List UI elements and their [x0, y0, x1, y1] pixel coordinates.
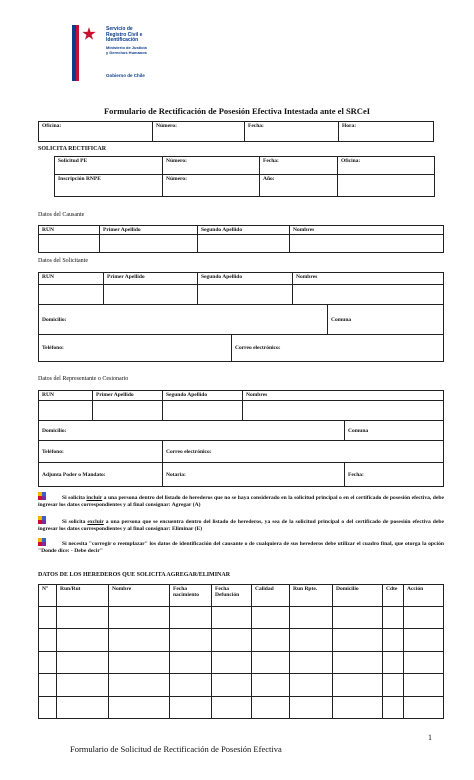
solicita-table: [54, 156, 435, 197]
table-row: [39, 629, 444, 651]
representante-table: [38, 390, 444, 487]
oficina-field[interactable]: Oficina:: [39, 122, 153, 142]
heredero-cell-input[interactable]: [212, 651, 252, 673]
heredero-cell-input[interactable]: [383, 674, 404, 696]
heredero-cell-input[interactable]: [383, 651, 404, 673]
heredero-cell-input[interactable]: [252, 674, 290, 696]
heredero-cell-input[interactable]: [252, 651, 290, 673]
heredero-cell-input[interactable]: [109, 629, 170, 651]
solicitante-segundo-apellido-input[interactable]: [198, 285, 293, 305]
representante-correo-field[interactable]: Correo electrónico:: [163, 441, 444, 463]
heredero-cell-input[interactable]: [57, 607, 109, 629]
heredero-cell-input[interactable]: [109, 651, 170, 673]
solicitante-table: [38, 272, 444, 362]
solicita-numero-field[interactable]: Número:: [163, 157, 260, 175]
representante-domicilio-field[interactable]: Domicilio:: [39, 421, 345, 441]
logo-line: Servicio de: [106, 26, 133, 32]
adjunta-poder-field[interactable]: Adjunta Poder o Mandato:: [39, 463, 163, 487]
representante-nombres-input[interactable]: [243, 401, 444, 421]
col-segundo-apellido: Segundo Apellido: [163, 391, 243, 401]
heredero-cell-input[interactable]: [383, 696, 404, 718]
solicitante-telefono-field[interactable]: Teléfono:: [39, 335, 232, 362]
heredero-cell-input[interactable]: [383, 607, 404, 629]
page-title: Formulario de Rectificación de Posesión Efectiva Intestada ante el SRCeI: [103, 106, 371, 116]
heredero-cell-input[interactable]: [252, 629, 290, 651]
heredero-cell-input[interactable]: [404, 651, 444, 673]
heredero-cell-input[interactable]: [170, 674, 212, 696]
solicitante-comuna-field[interactable]: Comuna: [328, 305, 444, 335]
heredero-cell-input[interactable]: [252, 696, 290, 718]
causante-table: [38, 225, 444, 253]
representante-heading: Datos del Representante o Cesionario: [38, 376, 129, 382]
causante-nombres-input[interactable]: [290, 235, 444, 253]
heredero-cell-input[interactable]: [290, 629, 333, 651]
solicitante-nombres-input[interactable]: [293, 285, 444, 305]
heredero-cell-input[interactable]: [333, 629, 383, 651]
solicitante-run-input[interactable]: [39, 285, 104, 305]
heredero-cell-input[interactable]: [39, 607, 57, 629]
heredero-cell-input[interactable]: [290, 674, 333, 696]
rnpe-empty-cell[interactable]: [338, 175, 435, 197]
heredero-cell-input[interactable]: [404, 607, 444, 629]
heredero-cell-input[interactable]: [39, 651, 57, 673]
solicitante-domicilio-field[interactable]: Domicilio:: [39, 305, 328, 335]
hora-field[interactable]: Hora:: [339, 122, 434, 142]
heredero-cell-input[interactable]: [170, 607, 212, 629]
representante-primer-apellido-input[interactable]: [93, 401, 163, 421]
table-row: [39, 696, 444, 718]
solicitud-pe-label: Solicitud PE: [55, 157, 163, 175]
heredero-cell-input[interactable]: [170, 696, 212, 718]
numero-field[interactable]: Número:: [153, 122, 245, 142]
heredero-cell-input[interactable]: [170, 629, 212, 651]
bullet-icon: [38, 538, 46, 546]
heredero-cell-input[interactable]: [57, 629, 109, 651]
table-row: [39, 674, 444, 696]
star-icon: [82, 27, 96, 41]
heredero-cell-input[interactable]: [109, 696, 170, 718]
causante-run-input[interactable]: [39, 235, 100, 253]
registro-civil-logo: [72, 25, 152, 83]
page-number: 1: [428, 733, 432, 742]
col-primer-apellido: Primer Apellido: [104, 273, 198, 285]
col-accion: Acción: [404, 585, 444, 607]
logo-line: Ministerio de Justicia: [106, 44, 147, 50]
fecha-field[interactable]: Fecha:: [245, 122, 339, 142]
solicitante-correo-field[interactable]: Correo electrónico:: [232, 335, 444, 362]
instruction-eliminar: Si solicita excluir a una persona que se encuentra dentro del listado de herederos, ya sea de la solicitud principal o del certificado de posesión efectiva debe ingresar los datos correspondientes y al final consignar: Eliminar (E): [38, 516, 444, 533]
solicitante-primer-apellido-input[interactable]: [104, 285, 198, 305]
heredero-cell-input[interactable]: [39, 629, 57, 651]
heredero-cell-input[interactable]: [404, 674, 444, 696]
solicitante-heading: Datos del Solicitante: [38, 258, 88, 264]
heredero-cell-input[interactable]: [252, 607, 290, 629]
heredero-cell-input[interactable]: [212, 607, 252, 629]
causante-primer-apellido-input[interactable]: [100, 235, 198, 253]
gobierno-label: Gobierno de Chile: [106, 73, 145, 78]
heredero-cell-input[interactable]: [39, 696, 57, 718]
heredero-cell-input[interactable]: [333, 651, 383, 673]
col-fecha-nacimiento: Fecha nacimiento: [170, 585, 212, 607]
heredero-cell-input[interactable]: [333, 696, 383, 718]
col-calidad: Calidad: [252, 585, 290, 607]
heredero-cell-input[interactable]: [109, 607, 170, 629]
representante-comuna-field[interactable]: Comuna: [345, 421, 444, 441]
rnpe-numero-field[interactable]: Número:: [163, 175, 260, 197]
col-segundo-apellido: Segundo Apellido: [198, 226, 290, 235]
solicita-fecha-field[interactable]: Fecha:: [260, 157, 338, 175]
table-row: [39, 651, 444, 673]
representante-telefono-field[interactable]: Teléfono:: [39, 441, 163, 463]
col-nombres: Nombres: [290, 226, 444, 235]
representante-fecha-field[interactable]: Fecha:: [345, 463, 444, 487]
footer-text: Formulario de Solicitud de Rectificación de Posesión Efectiva: [70, 744, 282, 754]
oficina-table: [38, 121, 434, 142]
heredero-cell-input[interactable]: [57, 674, 109, 696]
col-primer-apellido: Primer Apellido: [100, 226, 198, 235]
col-run-rpte: Run Rpte.: [290, 585, 333, 607]
col-run-rut: Run/Rut: [57, 585, 109, 607]
logo-line: Registro Civil e: [106, 31, 143, 38]
logo-line: y Derechos Humanos: [106, 49, 147, 55]
heredero-cell-input[interactable]: [333, 607, 383, 629]
bullet-icon: [38, 516, 46, 524]
heredero-cell-input[interactable]: [290, 607, 333, 629]
col-domicilio: Domicilio: [333, 585, 383, 607]
heredero-cell-input[interactable]: [170, 651, 212, 673]
bullet-icon: [38, 492, 46, 500]
representante-segundo-apellido-input[interactable]: [163, 401, 243, 421]
heredero-cell-input[interactable]: [57, 651, 109, 673]
table-row: [39, 607, 444, 629]
inscripcion-rnpe-label: Inscripción RNPE: [55, 175, 163, 197]
instruction-agregar: Si solicita incluir a una persona dentro del listado de herederos que no se haya considerado en la solicitud principal o en el certificado de posesión efectiva, debe ingresar los datos correspondientes y al final consignar: Agregar (A): [38, 492, 444, 509]
col-run: RUN: [39, 226, 100, 235]
instruction-corregir: Si necesita "corregir o reemplazar" los datos de identificación del causante o de cualquiera de sus herederos debe utilizar el cuadro final, que otorga la opción "Donde dice: - Debe decir": [38, 538, 444, 555]
heredero-cell-input[interactable]: [333, 674, 383, 696]
col-segundo-apellido: Segundo Apellido: [198, 273, 293, 285]
heredero-cell-input[interactable]: [383, 629, 404, 651]
heredero-cell-input[interactable]: [109, 674, 170, 696]
col-nombres: Nombres: [243, 391, 444, 401]
col-nombre: Nombre: [109, 585, 170, 607]
causante-heading: Datos del Causante: [38, 212, 85, 218]
heredero-cell-input[interactable]: [290, 696, 333, 718]
solicita-heading: SOLICITA RECTIFICAR: [38, 146, 107, 152]
herederos-heading: DATOS DE LOS HEREDEROS QUE SOLICITA AGREGAR/ELIMINAR: [38, 572, 231, 578]
col-run: RUN: [39, 391, 93, 401]
representante-run-input[interactable]: [39, 401, 93, 421]
solicita-oficina-field[interactable]: Oficina:: [338, 157, 435, 175]
col-nombres: Nombres: [293, 273, 444, 285]
rnpe-anio-field[interactable]: Año:: [260, 175, 338, 197]
col-run: RUN: [39, 273, 104, 285]
heredero-cell-input[interactable]: [39, 674, 57, 696]
notaria-field[interactable]: Notaria:: [163, 463, 345, 487]
col-cdte: Cdte: [383, 585, 404, 607]
heredero-cell-input[interactable]: [212, 629, 252, 651]
heredero-cell-input[interactable]: [212, 674, 252, 696]
heredero-cell-input[interactable]: [404, 629, 444, 651]
col-primer-apellido: Primer Apellido: [93, 391, 163, 401]
col-fecha-defuncion: Fecha Defunción: [212, 585, 252, 607]
causante-segundo-apellido-input[interactable]: [198, 235, 290, 253]
heredero-cell-input[interactable]: [212, 696, 252, 718]
heredero-cell-input[interactable]: [57, 696, 109, 718]
logo-line: Identificación: [106, 37, 139, 44]
herederos-table: [38, 584, 444, 719]
heredero-cell-input[interactable]: [404, 696, 444, 718]
col-numero: N°: [39, 585, 57, 607]
heredero-cell-input[interactable]: [290, 651, 333, 673]
